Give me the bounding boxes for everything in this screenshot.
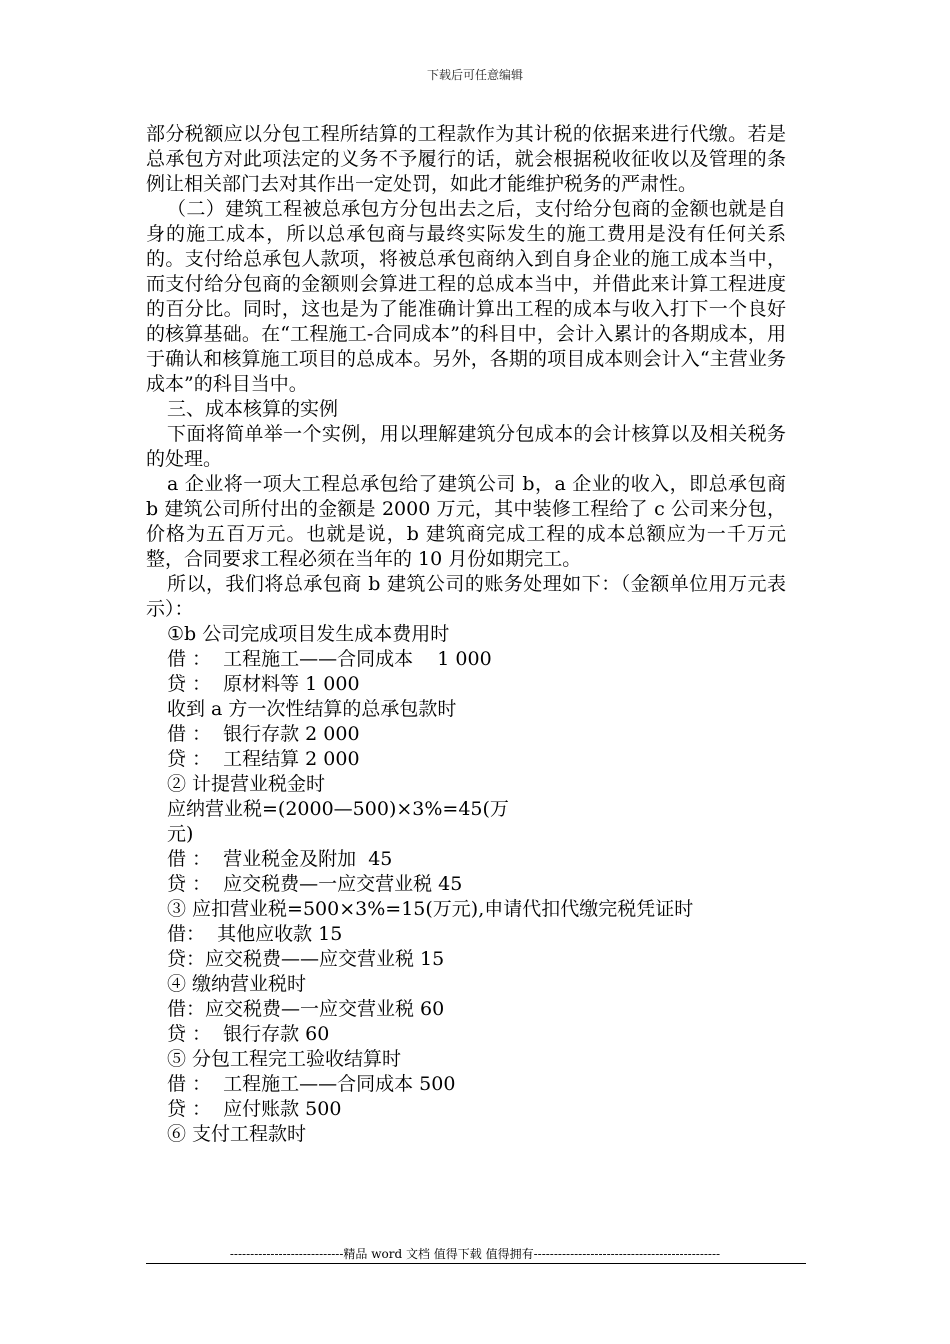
paragraph-5: 所以，我们将总承包商 b 建筑公司的账务处理如下：（金额单位用万元表示）： [146, 573, 786, 620]
entry-line-8: 应纳营业税=(2000—500)×3%=45(万元) [167, 798, 509, 845]
paragraph-4: a 企业将一项大工程总承包给了建筑公司 b，a 企业的收入，即总承包商 b 建筑公司所付出的金额是 2000 万元，其中装修工程给了 c 公司来分包，价格为五百万元。也就是说，b 建筑商完成工程的成本总额应为一千万元整，合同要求工程必须在当年的 10 月份如期完工。 [146, 473, 786, 570]
entry-line-12: 借： 其他应收款 15 [167, 923, 343, 945]
entry-line-11: ③ 应扣营业税=500×3%=15(万元),申请代扣代缴完税凭证时 [167, 898, 694, 920]
entry-line-18: 借 ： 工程施工——合同成本 500 [167, 1073, 456, 1095]
entry-line-6: 贷 ： 工程结算 2 000 [167, 748, 360, 770]
entry-line-14: ④ 缴纳营业税时 [167, 973, 307, 995]
entry-line-19: 贷 ： 应付账款 500 [167, 1098, 342, 1120]
entry-line-16: 贷 ： 银行存款 60 [167, 1023, 330, 1045]
page-footer: ----------------------------精品 word 文档 值得下载 值得拥有---------------------------------------------- [229, 1247, 721, 1261]
document-body [146, 122, 786, 1147]
entry-line-3: 贷 ： 原材料等 1 000 [167, 673, 360, 695]
entry-line-5: 借 ： 银行存款 2 000 [167, 723, 360, 745]
section-heading: 三、成本核算的实例 [167, 398, 339, 420]
page-header: 下载后可任意编辑 [426, 68, 523, 82]
entry-line-1: ①b 公司完成项目发生成本费用时 [167, 623, 450, 645]
footer-divider [146, 1263, 806, 1264]
entry-line-2: 借 ： 工程施工——合同成本 1 000 [167, 648, 492, 670]
paragraph-3: 下面将简单举一个实例，用以理解建筑分包成本的会计核算以及相关税务的处理。 [146, 423, 786, 470]
entry-line-20: ⑥ 支付工程款时 [167, 1123, 307, 1145]
entry-line-13: 贷：应交税费——应交营业税 15 [167, 948, 445, 970]
paragraph-1: 部分税额应以分包工程所结算的工程款作为其计税的依据来进行代缴。若是总承包方对此项法定的义务不予履行的话，就会根据税收征收以及管理的条例让相关部门去对其作出一定处罚，如此才能维护税务的严肃性。 [146, 123, 786, 195]
entry-line-17: ⑤ 分包工程完工验收结算时 [167, 1048, 402, 1070]
entry-line-9: 借 ： 营业税金及附加 45 [167, 848, 393, 870]
entry-line-15: 借：应交税费—一应交营业税 60 [167, 998, 445, 1020]
entry-line-10: 贷 ： 应交税费—一应交营业税 45 [167, 873, 463, 895]
paragraph-2: （二）建筑工程被总承包方分包出去之后，支付给分包商的金额也就是自身的施工成本，所以总承包商与最终实际发生的施工费用是没有任何关系的。支付给总承包人款项，将被总承包商纳入到自身企业的施工成本当中，而支付给分包商的金额则会算进工程的总成本当中，并借此来计算工程进度的百分比。同时，这也是为了能准确计算出工程的成本与收入打下一个良好的核算基础。在“工程施工-合同成本”的科目中，会计入累计的各期成本，用于确认和核算施工项目的总成本。另外，各期的项目成本则会计入“主营业务成本”的科目当中。 [146, 198, 786, 395]
entry-line-4: 收到 a 方一次性结算的总承包款时 [167, 698, 457, 720]
entry-line-7: ② 计提营业税金时 [167, 773, 326, 795]
